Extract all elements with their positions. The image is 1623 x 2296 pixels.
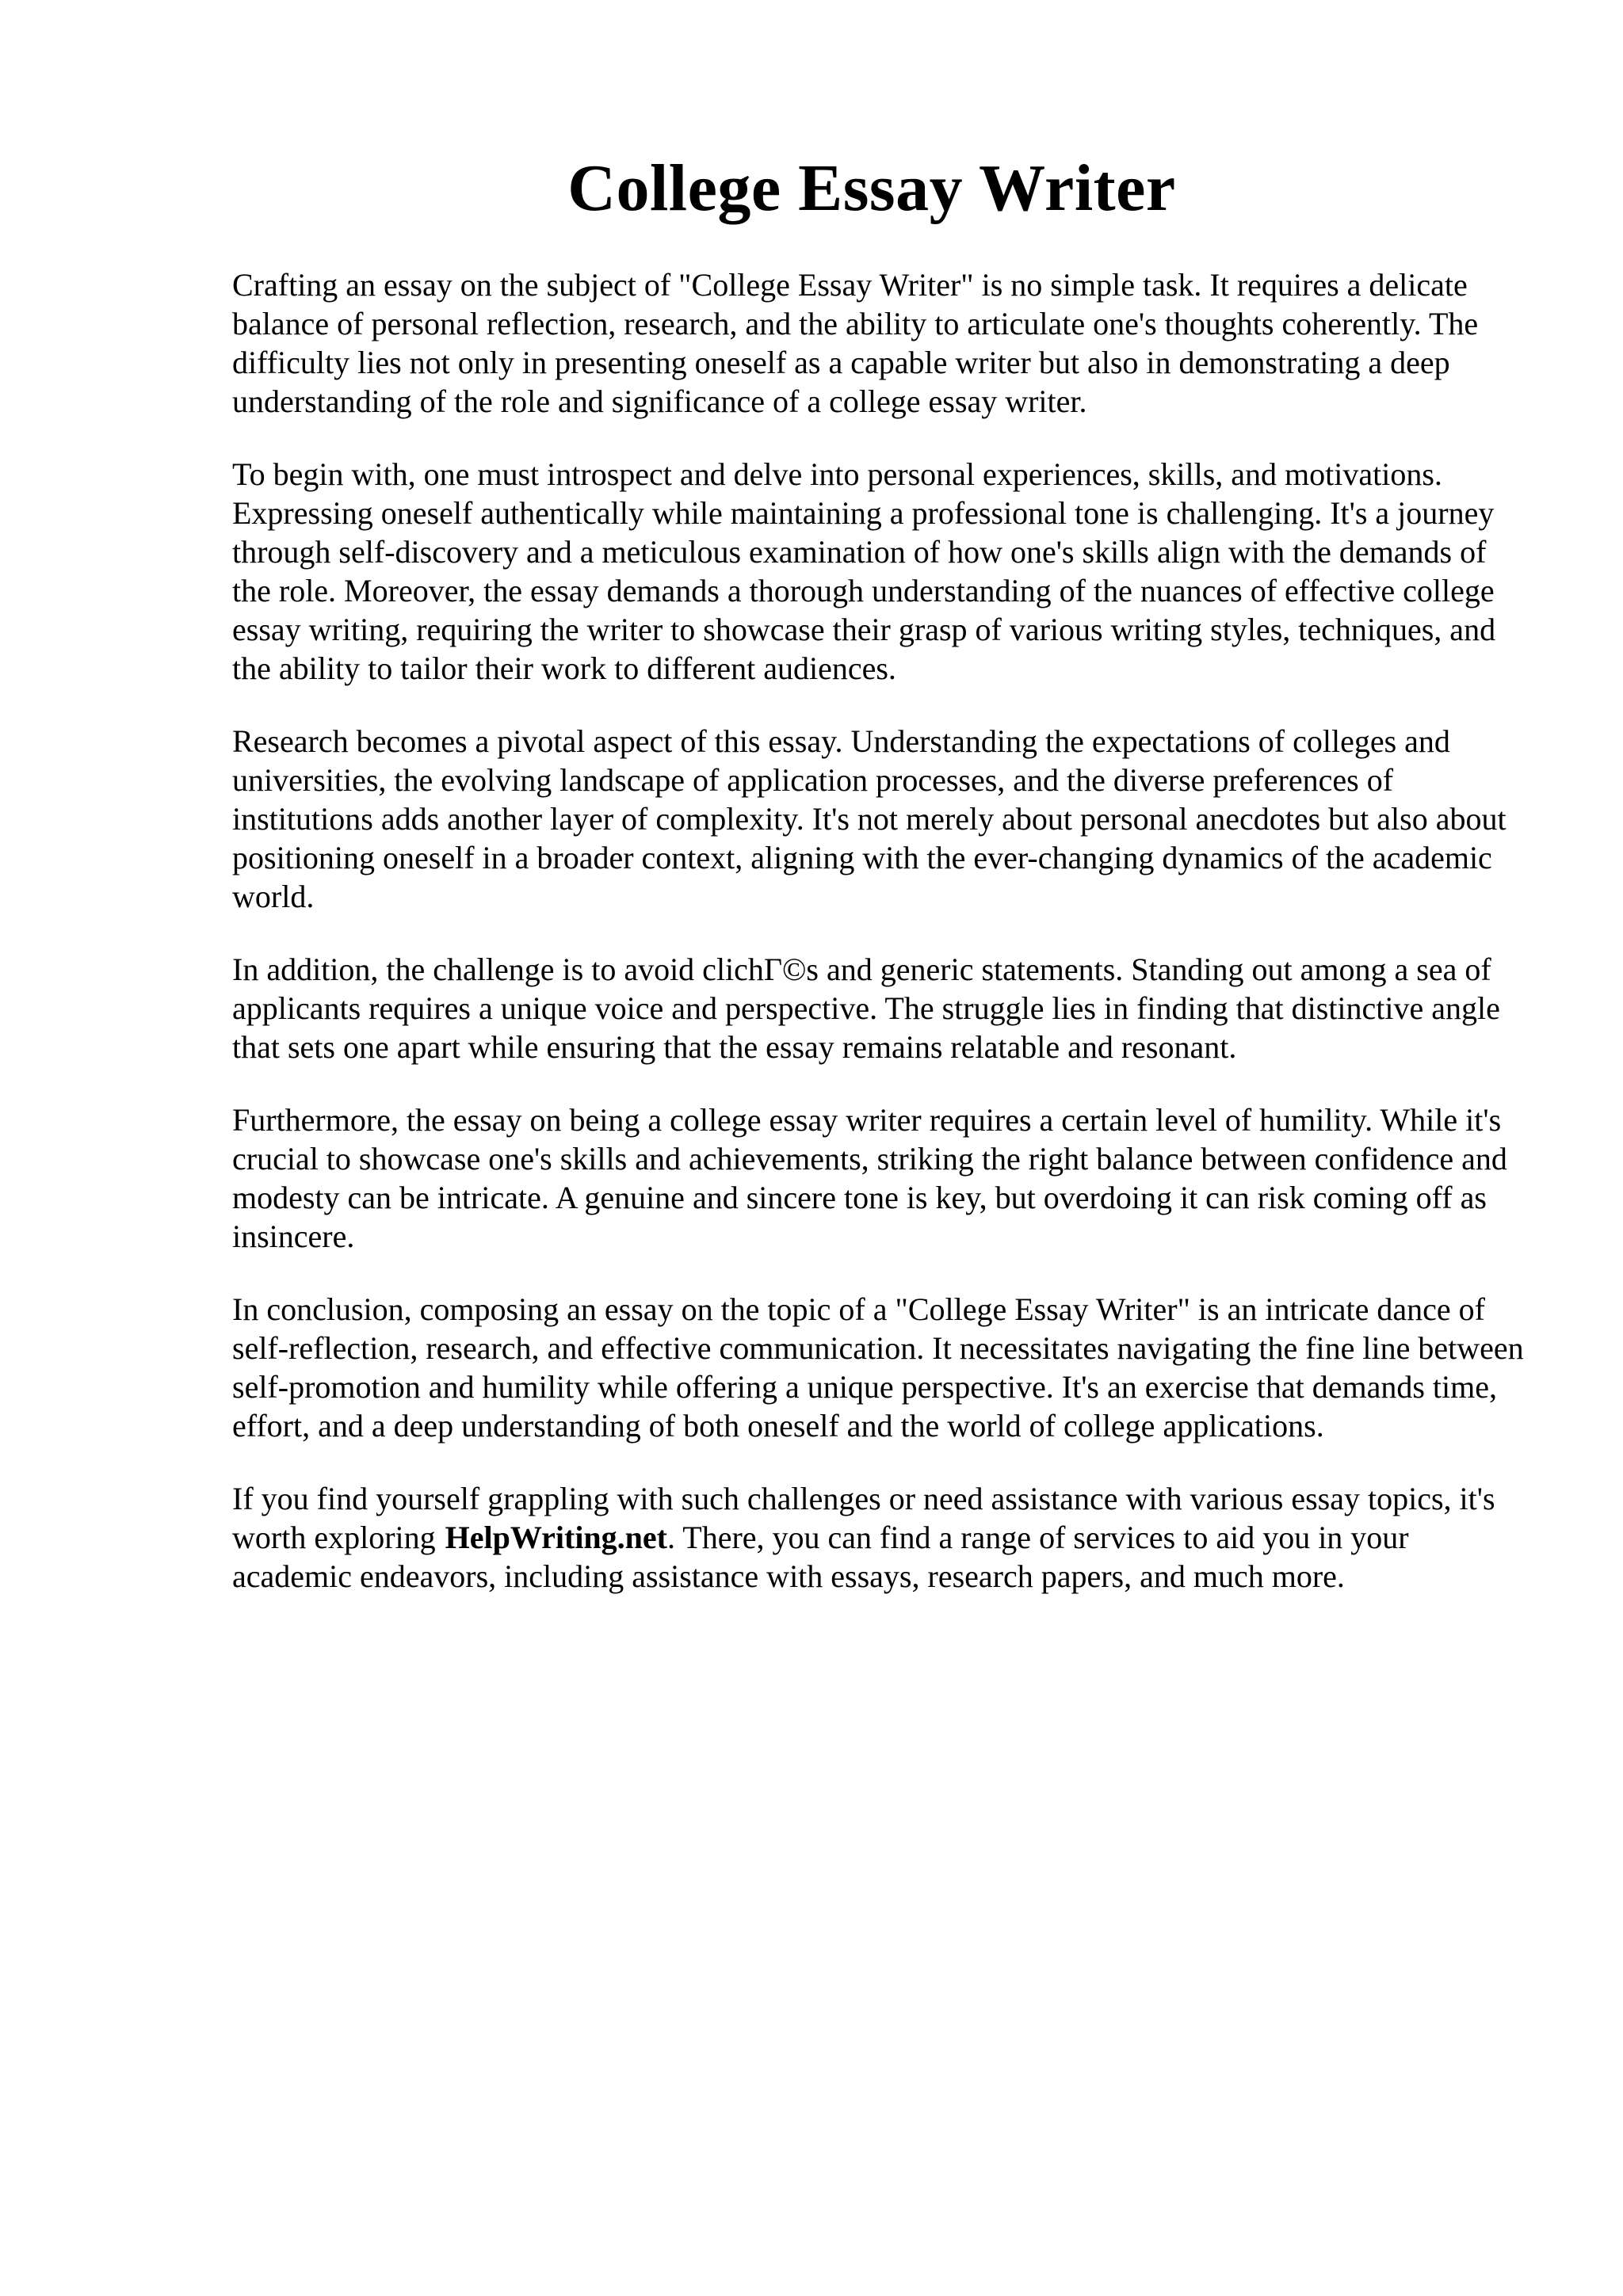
paragraph-1: Crafting an essay on the subject of "College Essay Writer" is no simple task. It requires a delicate balance of personal reflection, research, and the ability to articulate one's thoughts coherently. The difficulty lies not only in presenting oneself as a capable writer but also in demonstrating a deep understanding of the role and significance of a college essay writer. (232, 267, 1479, 419)
paragraph-6: In conclusion, composing an essay on the topic of a "College Essay Writer" is an intricate dance of self-reflection, research, and effective communication. It necessitates navigating the fine line between self-promotion and humility while offering a unique perspective. It's an exercise that demands time, effort, and a deep understanding of both oneself and the world of college applications. (232, 1291, 1524, 1444)
document-body (232, 265, 1532, 1630)
paragraph-3: Research becomes a pivotal aspect of this essay. Understanding the expectations of colleges and universities, the evolving landscape of application processes, and the diverse preferences of institutions adds another layer of complexity. It's not merely about personal anecdotes but also about positioning oneself in a broader context, aligning with the ever-changing dynamics of the academic world. (232, 723, 1507, 914)
paragraph-4: In addition, the challenge is to avoid clichΓ©s and generic statements. Standing out among a sea of applicants requires a unique voice and perspective. The struggle lies in finding that distinctive angle that sets one apart while ensuring that the essay remains relatable and resonant. (232, 952, 1500, 1065)
paragraph-5: Furthermore, the essay on being a college essay writer requires a certain level of humility. While it's crucial to showcase one's skills and achievements, striking the right balance between confidence and modesty can be intricate. A genuine and sincere tone is key, but overdoing it can risk coming off as insincere. (232, 1102, 1507, 1254)
document-title: College Essay Writer (567, 151, 1176, 225)
paragraph-2: To begin with, one must introspect and delve into personal experiences, skills, and motivations. Expressing oneself authentically while maintaining a professional tone is challenging. It's a journey through self-discovery and a meticulous examination of how one's skills align with the demands of the role. Moreover, the essay demands a thorough understanding of the nuances of effective college essay writing, requiring the writer to showcase their grasp of various writing styles, techniques, and the ability to tailor their work to different audiences. (232, 456, 1496, 686)
helpwriting-link[interactable]: HelpWriting.net (445, 1520, 667, 1555)
paragraph-7-text-after-link: . There, you can find a range of services to aid you in your academic endeavors, including assistance with essays, research papers, and much more. (232, 1520, 1409, 1594)
paragraph-7 (232, 1479, 1532, 1596)
paragraph-7-text-before-link: If you find yourself grappling with such challenges or need assistance with various essay topics, it's worth exploring (232, 1481, 1495, 1555)
